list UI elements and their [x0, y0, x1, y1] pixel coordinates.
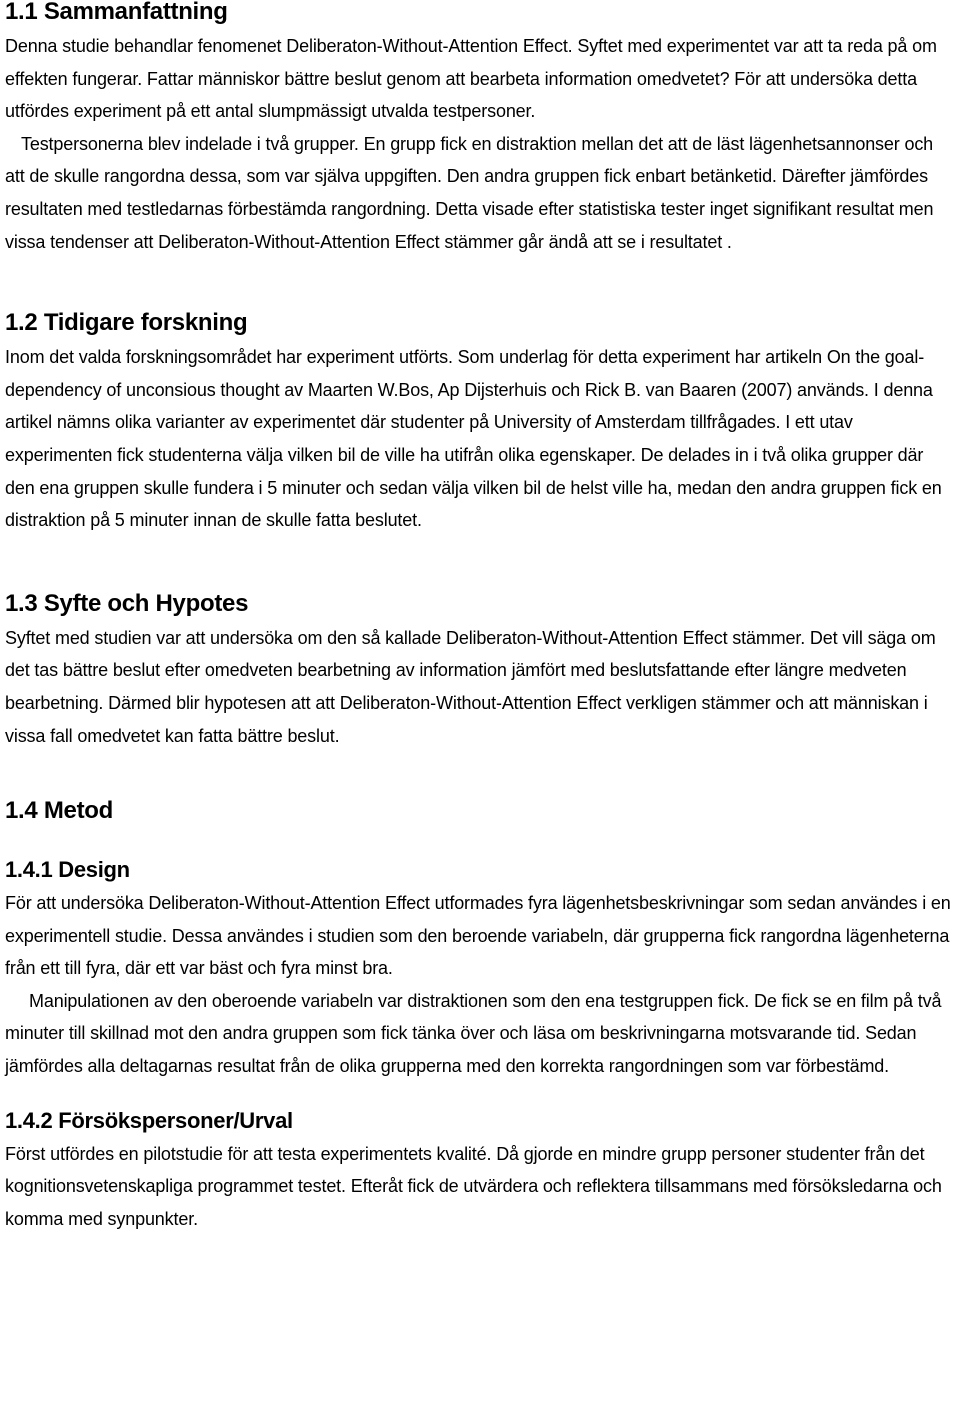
summary-paragraph-2 — [5, 128, 957, 258]
section-heading-1-1: 1.1 Sammanfattning — [5, 0, 228, 25]
section-heading-1-4: 1.4 Metod — [5, 797, 113, 825]
section-heading-1-3: 1.3 Syfte och Hypotes — [5, 589, 249, 617]
summary-text-2: Testpersonerna blev indelade i två grupper. En grupp fick en distraktion mellan det att de läst lägenhetsannonser och att de skulle rangordna dessa, som var själva uppgiften. Den andra gruppen fick enbart betänketid. Därefter jämfördes resultaten med testledarnas förbestämda rangordning. Detta visade efter statistiska tester inget signifikant resultat men vissa tendenser att Deliberaton-Without-Attention Effect stämmer går ändå att se i resultatet . — [5, 133, 934, 252]
summary-paragraph-1 — [5, 30, 957, 128]
section-heading-1-2: 1.2 Tidigare forskning — [5, 309, 248, 337]
design-paragraph-1: För att undersöka Deliberaton-Without-Attention Effect utformades fyra lägenhetsbeskrivningar som sedan användes i en experimentell studie. Dessa användes i studien som den beroende variabeln, där gruppernа fick rangordna lägenheterna från ett till fyra, där ett var bäst och fyra minst bra. — [5, 893, 951, 979]
section-heading-1-4-2: 1.4.2 Försökspersoner/Urval — [5, 1107, 293, 1133]
participants-paragraph: Först utfördes en pilotstudie för att testa experimentets kvalité. Då gjorde en mindre grupp personer studenter från det kognitionsvetenskapliga programmet testet. Efteråt fick de utvärdera och reflektera tillsammans med försöksledarna och komma med synpunkter. — [5, 1143, 942, 1229]
document-page — [5, 0, 957, 1235]
summary-text-1: Denna studie behandlar fenomenet Deliberaton-Without-Attention Effect. Syftet med experimentet var att ta reda på om effekten fungerar. Fattar människor bättre beslut genom att bearbeta information omedvetet? För att undersöka detta utfördes experiment på ett antal slumpmässigt utvalda testpersoner. — [5, 36, 937, 122]
design-paragraph-2: Manipulationen av den oberoende variabeln var distraktionen som den ena testgruppen fick. De fick se en film på två minuter till skillnad mot den andra gruppen som fick tänka över och läsa om beskrivningarna motsvarande tid. Sedan jämfördes alla deltagarnas resultat från de olika grupperna med den korrekta rangordningen som var förbestämd. — [5, 990, 942, 1077]
section-heading-1-4-1: 1.4.1 Design — [5, 857, 130, 883]
purpose-paragraph: Syftet med studien var att undersöka om den så kallade Deliberaton-Without-Attention Effect stämmer. Det vill säga om det tas bättre beslut efter omedveten bearbetning av information jämfört med beslutsfattande efter längre medveten bearbetning. Därmed blir hypotesen att att Deliberaton-Without-Attention Effect verkligen stämmer och att människan i vissa fall omedvetet kan fatta bättre beslut. — [5, 627, 936, 746]
prior-research-paragraph: Inom det valda forskningsområdet har experiment utförts. Som underlag för detta experiment har artikeln On the goal-dependency of unconsious thought av Maarten W.Bos, Ap Dijsterhuis och Rick B. van Baaren (2007) används. I denna artikel nämns olika varianter av experimentet där studenter på University of Amsterdam tillfrågades. I ett utav experimenten fick studenterna välja vilken bil de ville ha utifrån olika egenskaper. De delades in i två olika grupper där den ena gruppen skulle fundera i 5 minuter och sedan välja vilken bil de helst ville ha, medan den andra gruppen fick en distraktion på 5 minuter innan de skulle fatta beslutet. — [5, 347, 942, 531]
